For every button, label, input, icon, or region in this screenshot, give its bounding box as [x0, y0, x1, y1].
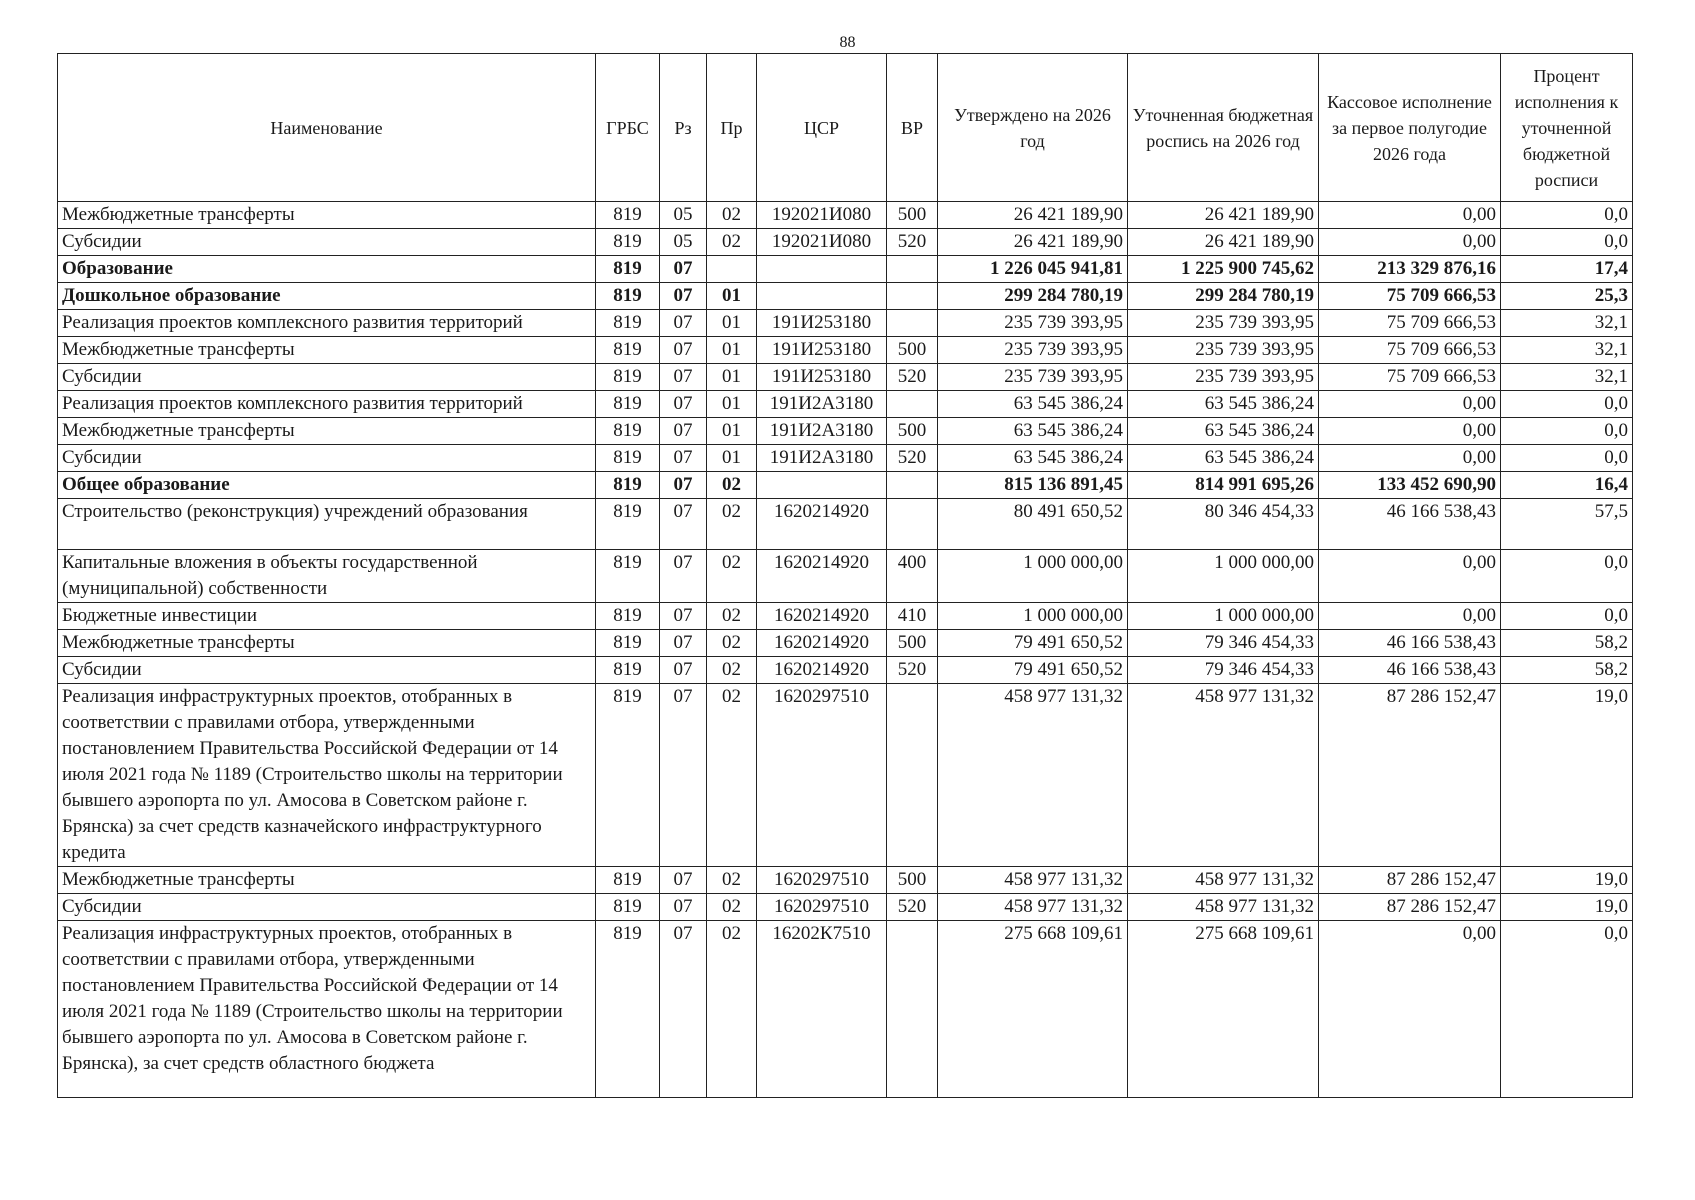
cell-grbs: 819	[596, 894, 660, 921]
cell-approved: 458 977 131,32	[938, 894, 1128, 921]
table-row	[58, 418, 1633, 445]
page-number: 88	[839, 34, 856, 51]
cell-vr: 520	[887, 229, 938, 256]
cell-refined: 80 346 454,33	[1128, 499, 1319, 550]
cell-percent: 17,4	[1501, 256, 1633, 283]
cell-approved: 235 739 393,95	[938, 364, 1128, 391]
cell-refined: 275 668 109,61	[1128, 921, 1319, 1098]
cell-name: Реализация инфраструктурных проектов, отобранных в соответствии с правилами отбора, утвержденными постановлением Правительства Российской Федерации от 14 июля 2021 года № 1189 (Строительство школы на территории бывшего аэропорта по ул. Амосова в Советском районе г. Брянска) за счет средств казначейского инфраструктурного кредита	[58, 684, 596, 867]
cell-cash: 0,00	[1319, 603, 1501, 630]
cell-pr: 02	[707, 202, 757, 229]
table-row	[58, 867, 1633, 894]
cell-percent: 57,5	[1501, 499, 1633, 550]
cell-csr	[757, 256, 887, 283]
cell-grbs: 819	[596, 499, 660, 550]
cell-pr: 02	[707, 229, 757, 256]
cell-percent: 32,1	[1501, 337, 1633, 364]
cell-name: Субсидии	[58, 657, 596, 684]
cell-name: Капитальные вложения в объекты государственной (муниципальной) собственности	[58, 550, 596, 603]
cell-rz: 07	[660, 894, 707, 921]
cell-cash: 75 709 666,53	[1319, 310, 1501, 337]
cell-rz: 05	[660, 202, 707, 229]
cell-name: Межбюджетные трансферты	[58, 630, 596, 657]
cell-refined: 1 000 000,00	[1128, 603, 1319, 630]
cell-rz: 07	[660, 657, 707, 684]
cell-approved: 63 545 386,24	[938, 391, 1128, 418]
cell-cash: 46 166 538,43	[1319, 657, 1501, 684]
cell-vr: 520	[887, 364, 938, 391]
cell-cash: 213 329 876,16	[1319, 256, 1501, 283]
table-row	[58, 657, 1633, 684]
cell-grbs: 819	[596, 550, 660, 603]
cell-cash: 0,00	[1319, 418, 1501, 445]
cell-csr	[757, 472, 887, 499]
cell-grbs: 819	[596, 921, 660, 1098]
cell-cash: 75 709 666,53	[1319, 337, 1501, 364]
cell-cash: 0,00	[1319, 202, 1501, 229]
cell-percent: 0,0	[1501, 603, 1633, 630]
cell-grbs: 819	[596, 256, 660, 283]
cell-name: Субсидии	[58, 364, 596, 391]
cell-approved: 26 421 189,90	[938, 202, 1128, 229]
cell-percent: 0,0	[1501, 445, 1633, 472]
cell-vr: 520	[887, 445, 938, 472]
cell-name: Субсидии	[58, 445, 596, 472]
header-cash: Кассовое исполнение за первое полугодие 2026 года	[1319, 54, 1501, 202]
cell-pr: 02	[707, 867, 757, 894]
cell-csr: 1620297510	[757, 894, 887, 921]
cell-cash: 87 286 152,47	[1319, 867, 1501, 894]
header-approved: Утверждено на 2026 год	[938, 54, 1128, 202]
cell-csr: 1620297510	[757, 867, 887, 894]
cell-rz: 07	[660, 418, 707, 445]
cell-csr: 191И2А3180	[757, 445, 887, 472]
cell-pr: 02	[707, 684, 757, 867]
cell-csr: 16202К7510	[757, 921, 887, 1098]
header-percent: Процент исполнения к уточненной бюджетной росписи	[1501, 54, 1633, 202]
cell-refined: 235 739 393,95	[1128, 337, 1319, 364]
cell-pr: 02	[707, 499, 757, 550]
cell-cash: 75 709 666,53	[1319, 364, 1501, 391]
cell-refined: 458 977 131,32	[1128, 867, 1319, 894]
table-row	[58, 445, 1633, 472]
cell-csr: 1620214920	[757, 550, 887, 603]
cell-cash: 133 452 690,90	[1319, 472, 1501, 499]
cell-cash: 46 166 538,43	[1319, 499, 1501, 550]
cell-percent: 0,0	[1501, 418, 1633, 445]
cell-csr: 192021И080	[757, 229, 887, 256]
table-row	[58, 337, 1633, 364]
table-row	[58, 472, 1633, 499]
cell-csr: 191И253180	[757, 364, 887, 391]
cell-csr: 1620214920	[757, 630, 887, 657]
cell-refined: 63 545 386,24	[1128, 445, 1319, 472]
cell-csr: 191И253180	[757, 337, 887, 364]
cell-approved: 63 545 386,24	[938, 418, 1128, 445]
cell-grbs: 819	[596, 337, 660, 364]
header-vr: ВР	[887, 54, 938, 202]
cell-name: Межбюджетные трансферты	[58, 337, 596, 364]
table-row	[58, 391, 1633, 418]
cell-rz: 05	[660, 229, 707, 256]
cell-refined: 814 991 695,26	[1128, 472, 1319, 499]
cell-vr	[887, 472, 938, 499]
cell-pr: 01	[707, 364, 757, 391]
cell-grbs: 819	[596, 310, 660, 337]
cell-vr: 500	[887, 867, 938, 894]
cell-rz: 07	[660, 283, 707, 310]
cell-grbs: 819	[596, 202, 660, 229]
header-pr: Пр	[707, 54, 757, 202]
cell-percent: 19,0	[1501, 894, 1633, 921]
cell-refined: 299 284 780,19	[1128, 283, 1319, 310]
cell-grbs: 819	[596, 283, 660, 310]
cell-cash: 0,00	[1319, 921, 1501, 1098]
cell-percent: 19,0	[1501, 684, 1633, 867]
cell-percent: 25,3	[1501, 283, 1633, 310]
cell-cash: 0,00	[1319, 550, 1501, 603]
table-row	[58, 256, 1633, 283]
cell-refined: 1 225 900 745,62	[1128, 256, 1319, 283]
cell-csr: 191И253180	[757, 310, 887, 337]
cell-rz: 07	[660, 684, 707, 867]
cell-vr	[887, 921, 938, 1098]
cell-rz: 07	[660, 256, 707, 283]
cell-pr: 02	[707, 550, 757, 603]
cell-vr: 500	[887, 202, 938, 229]
cell-approved: 235 739 393,95	[938, 337, 1128, 364]
cell-pr: 01	[707, 337, 757, 364]
cell-csr: 1620297510	[757, 684, 887, 867]
cell-vr: 500	[887, 630, 938, 657]
header-row	[58, 54, 1633, 202]
cell-csr: 1620214920	[757, 499, 887, 550]
cell-percent: 0,0	[1501, 229, 1633, 256]
cell-approved: 80 491 650,52	[938, 499, 1128, 550]
cell-rz: 07	[660, 499, 707, 550]
cell-csr: 1620214920	[757, 603, 887, 630]
cell-refined: 235 739 393,95	[1128, 364, 1319, 391]
cell-name: Бюджетные инвестиции	[58, 603, 596, 630]
cell-percent: 32,1	[1501, 364, 1633, 391]
cell-name: Субсидии	[58, 894, 596, 921]
table-row	[58, 229, 1633, 256]
table-row	[58, 364, 1633, 391]
cell-approved: 275 668 109,61	[938, 921, 1128, 1098]
cell-approved: 79 491 650,52	[938, 630, 1128, 657]
table-row	[58, 202, 1633, 229]
cell-pr: 02	[707, 894, 757, 921]
cell-name: Межбюджетные трансферты	[58, 867, 596, 894]
cell-rz: 07	[660, 867, 707, 894]
cell-refined: 458 977 131,32	[1128, 894, 1319, 921]
header-rz: Рз	[660, 54, 707, 202]
cell-vr: 500	[887, 337, 938, 364]
cell-refined: 458 977 131,32	[1128, 684, 1319, 867]
cell-vr	[887, 391, 938, 418]
cell-name: Межбюджетные трансферты	[58, 418, 596, 445]
cell-csr: 1620214920	[757, 657, 887, 684]
cell-rz: 07	[660, 391, 707, 418]
cell-grbs: 819	[596, 472, 660, 499]
cell-vr: 500	[887, 418, 938, 445]
cell-name: Межбюджетные трансферты	[58, 202, 596, 229]
cell-vr: 400	[887, 550, 938, 603]
table-row	[58, 921, 1633, 1098]
cell-percent: 58,2	[1501, 657, 1633, 684]
cell-cash: 0,00	[1319, 229, 1501, 256]
cell-name: Образование	[58, 256, 596, 283]
cell-approved: 235 739 393,95	[938, 310, 1128, 337]
cell-refined: 63 545 386,24	[1128, 391, 1319, 418]
cell-percent: 0,0	[1501, 550, 1633, 603]
cell-cash: 0,00	[1319, 391, 1501, 418]
cell-pr: 01	[707, 310, 757, 337]
cell-rz: 07	[660, 310, 707, 337]
table-row	[58, 499, 1633, 550]
cell-percent: 0,0	[1501, 391, 1633, 418]
cell-approved: 1 000 000,00	[938, 550, 1128, 603]
table-row	[58, 310, 1633, 337]
cell-percent: 32,1	[1501, 310, 1633, 337]
cell-pr: 02	[707, 472, 757, 499]
cell-rz: 07	[660, 921, 707, 1098]
cell-vr	[887, 283, 938, 310]
table-row	[58, 603, 1633, 630]
cell-percent: 16,4	[1501, 472, 1633, 499]
cell-grbs: 819	[596, 684, 660, 867]
cell-approved: 1 000 000,00	[938, 603, 1128, 630]
cell-rz: 07	[660, 364, 707, 391]
cell-vr: 410	[887, 603, 938, 630]
cell-vr	[887, 499, 938, 550]
cell-name: Субсидии	[58, 229, 596, 256]
cell-refined: 26 421 189,90	[1128, 229, 1319, 256]
cell-pr: 02	[707, 630, 757, 657]
cell-approved: 458 977 131,32	[938, 684, 1128, 867]
cell-approved: 1 226 045 941,81	[938, 256, 1128, 283]
cell-csr: 191И2А3180	[757, 418, 887, 445]
cell-name: Реализация проектов комплексного развития территорий	[58, 310, 596, 337]
cell-refined: 63 545 386,24	[1128, 418, 1319, 445]
cell-percent: 0,0	[1501, 202, 1633, 229]
header-name: Наименование	[58, 54, 596, 202]
cell-rz: 07	[660, 630, 707, 657]
cell-grbs: 819	[596, 657, 660, 684]
cell-grbs: 819	[596, 229, 660, 256]
cell-cash: 87 286 152,47	[1319, 894, 1501, 921]
cell-vr	[887, 684, 938, 867]
cell-approved: 458 977 131,32	[938, 867, 1128, 894]
cell-pr: 01	[707, 445, 757, 472]
cell-name: Общее образование	[58, 472, 596, 499]
cell-refined: 26 421 189,90	[1128, 202, 1319, 229]
cell-pr: 01	[707, 418, 757, 445]
cell-percent: 58,2	[1501, 630, 1633, 657]
cell-pr: 01	[707, 283, 757, 310]
budget-table	[57, 53, 1633, 1098]
cell-refined: 1 000 000,00	[1128, 550, 1319, 603]
cell-rz: 07	[660, 445, 707, 472]
cell-percent: 19,0	[1501, 867, 1633, 894]
table-row	[58, 550, 1633, 603]
cell-refined: 235 739 393,95	[1128, 310, 1319, 337]
cell-refined: 79 346 454,33	[1128, 630, 1319, 657]
cell-approved: 815 136 891,45	[938, 472, 1128, 499]
table-row	[58, 894, 1633, 921]
cell-approved: 79 491 650,52	[938, 657, 1128, 684]
cell-cash: 46 166 538,43	[1319, 630, 1501, 657]
cell-name: Строительство (реконструкция) учреждений образования	[58, 499, 596, 550]
cell-grbs: 819	[596, 630, 660, 657]
table-row	[58, 684, 1633, 867]
cell-rz: 07	[660, 550, 707, 603]
cell-rz: 07	[660, 603, 707, 630]
cell-vr: 520	[887, 894, 938, 921]
cell-grbs: 819	[596, 867, 660, 894]
header-refined: Уточненная бюджетная роспись на 2026 год	[1128, 54, 1319, 202]
cell-percent: 0,0	[1501, 921, 1633, 1098]
cell-name: Дошкольное образование	[58, 283, 596, 310]
table-row	[58, 630, 1633, 657]
cell-grbs: 819	[596, 391, 660, 418]
header-csr: ЦСР	[757, 54, 887, 202]
cell-vr	[887, 256, 938, 283]
cell-grbs: 819	[596, 603, 660, 630]
cell-csr: 191И2А3180	[757, 391, 887, 418]
cell-pr: 01	[707, 391, 757, 418]
cell-pr: 02	[707, 921, 757, 1098]
table-row	[58, 283, 1633, 310]
cell-cash: 75 709 666,53	[1319, 283, 1501, 310]
cell-name: Реализация инфраструктурных проектов, отобранных в соответствии с правилами отбора, утвержденными постановлением Правительства Российской Федерации от 14 июля 2021 года № 1189 (Строительство школы на территории бывшего аэропорта по ул. Амосова в Советском районе г. Брянска), за счет средств областного бюджета	[58, 921, 596, 1098]
cell-vr	[887, 310, 938, 337]
cell-rz: 07	[660, 472, 707, 499]
cell-csr	[757, 283, 887, 310]
cell-pr: 02	[707, 603, 757, 630]
cell-refined: 79 346 454,33	[1128, 657, 1319, 684]
cell-cash: 0,00	[1319, 445, 1501, 472]
cell-approved: 26 421 189,90	[938, 229, 1128, 256]
cell-pr: 02	[707, 657, 757, 684]
cell-approved: 299 284 780,19	[938, 283, 1128, 310]
cell-name: Реализация проектов комплексного развития территорий	[58, 391, 596, 418]
cell-grbs: 819	[596, 364, 660, 391]
cell-grbs: 819	[596, 418, 660, 445]
cell-vr: 520	[887, 657, 938, 684]
cell-approved: 63 545 386,24	[938, 445, 1128, 472]
cell-csr: 192021И080	[757, 202, 887, 229]
header-grbs: ГРБС	[596, 54, 660, 202]
cell-grbs: 819	[596, 445, 660, 472]
cell-cash: 87 286 152,47	[1319, 684, 1501, 867]
cell-rz: 07	[660, 337, 707, 364]
cell-pr	[707, 256, 757, 283]
